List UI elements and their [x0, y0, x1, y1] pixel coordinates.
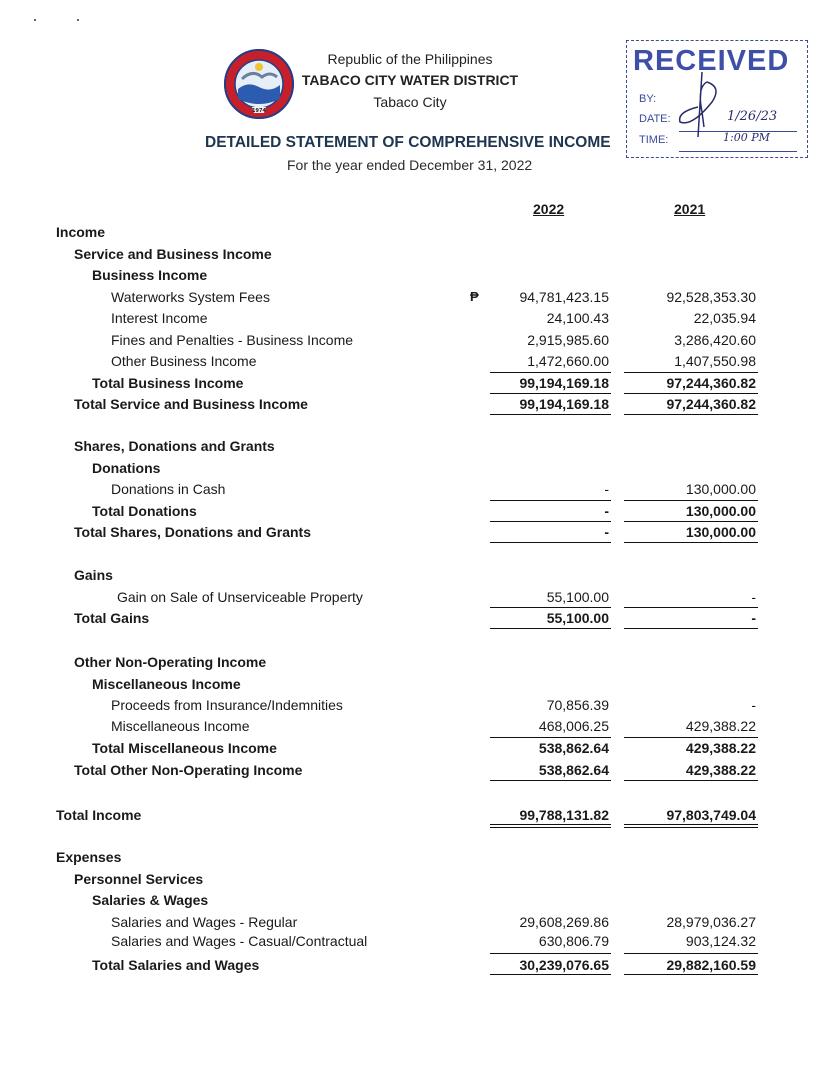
table-row: Waterworks System Fees ₱ 94,781,423.15 92,528,353.30: [111, 289, 756, 305]
total-row: Total Donations - 130,000.00: [92, 503, 756, 519]
sum-rule: [490, 500, 611, 501]
sum-rule: [624, 414, 758, 415]
sum-rule: [490, 974, 611, 975]
table-row: Fines and Penalties - Business Income 2,915,985.60 3,286,420.60: [111, 332, 756, 348]
total-row: Total Shares, Donations and Grants - 130,000.00: [74, 524, 756, 540]
section-shares-donations: Shares, Donations and Grants: [74, 438, 275, 454]
city-line: Tabaco City: [373, 94, 447, 110]
table-row: Interest Income 24,100.43 22,035.94: [111, 310, 756, 326]
sum-rule: [624, 824, 758, 825]
total-row: Total Business Income 99,194,169.18 97,244,360.82: [92, 375, 756, 391]
total-row: Total Salaries and Wages 30,239,076.65 29,882,160.59: [92, 957, 756, 973]
section-donations: Donations: [92, 460, 161, 476]
section-personnel-services: Personnel Services: [74, 871, 204, 887]
svg-text:1974: 1974: [252, 108, 266, 114]
statement-title: DETAILED STATEMENT OF COMPREHENSIVE INCOME: [205, 134, 611, 151]
section-expenses: Expenses: [56, 849, 122, 865]
sum-rule: [490, 628, 611, 629]
section-gains: Gains: [74, 567, 113, 583]
stamp-date-label: DATE:: [639, 113, 671, 125]
sum-rule: [490, 542, 611, 543]
stamp-line: [679, 151, 797, 152]
sum-rule: [624, 628, 758, 629]
sum-rule: [490, 372, 611, 373]
sum-rule: [490, 393, 611, 394]
stamp-title: RECEIVED: [633, 45, 790, 77]
table-row: Proceeds from Insurance/Indemnities 70,856.39 -: [111, 697, 756, 713]
scan-speck: [34, 19, 36, 21]
sum-rule: [490, 737, 611, 738]
total-row: Total Gains 55,100.00 -: [74, 610, 756, 626]
sum-rule: [490, 414, 611, 415]
statement-period: For the year ended December 31, 2022: [287, 157, 533, 173]
sum-rule: [624, 372, 758, 373]
stamp-date-value: 1/26/23: [727, 109, 778, 124]
section-miscellaneous-income: Miscellaneous Income: [92, 676, 241, 692]
sum-rule: [624, 521, 758, 522]
section-income: Income: [56, 224, 106, 240]
section-service-business-income: Service and Business Income: [74, 246, 272, 262]
stamp-by-label: BY:: [639, 93, 657, 105]
total-row: Total Miscellaneous Income 538,862.64 429,388.22: [92, 740, 756, 756]
table-row: Salaries and Wages - Casual/Contractual 630,806.79 903,124.32: [111, 933, 756, 949]
total-row: Total Service and Business Income 99,194,169.18 97,244,360.82: [74, 396, 756, 412]
section-other-nonoperating: Other Non-Operating Income: [74, 654, 267, 670]
table-row: Gain on Sale of Unserviceable Property 55,100.00 -: [117, 589, 756, 605]
sum-rule: [490, 521, 611, 522]
table-row: Salaries and Wages - Regular 29,608,269.86 28,979,036.27: [111, 914, 756, 930]
sum-rule: [624, 607, 758, 608]
sum-rule: [490, 953, 611, 954]
sum-rule: [624, 542, 758, 543]
sum-rule: [490, 607, 611, 608]
section-salaries-wages: Salaries & Wages: [92, 892, 209, 908]
column-header-2021: 2021: [674, 201, 706, 217]
republic-line: Republic of the Philippines: [327, 51, 493, 67]
table-row: Donations in Cash - 130,000.00: [111, 481, 756, 497]
stamp-time-value: 1:00 PM: [723, 131, 770, 144]
scan-speck: [77, 19, 79, 21]
sum-rule: [624, 953, 758, 954]
table-row: Other Business Income 1,472,660.00 1,407,550.98: [111, 353, 756, 369]
peso-symbol: ₱: [470, 289, 479, 304]
stamp-time-label: TIME:: [639, 134, 669, 146]
sum-rule: [624, 393, 758, 394]
sum-rule: [624, 780, 758, 781]
sum-rule: [624, 500, 758, 501]
sum-rule: [624, 974, 758, 975]
sum-rule: [490, 824, 611, 825]
district-name: TABACO CITY WATER DISTRICT: [301, 72, 519, 88]
sum-rule: [490, 780, 611, 781]
total-row: Total Other Non-Operating Income 538,862.64 429,388.22: [74, 762, 756, 778]
table-row: Miscellaneous Income 468,006.25 429,388.22: [111, 718, 756, 734]
section-business-income: Business Income: [92, 267, 208, 283]
sum-rule: [490, 827, 611, 828]
received-stamp: [626, 40, 808, 158]
column-header-2022: 2022: [533, 201, 565, 217]
grand-total-row: Total Income 99,788,131.82 97,803,749.04: [56, 807, 756, 823]
sum-rule: [624, 737, 758, 738]
sum-rule: [624, 827, 758, 828]
